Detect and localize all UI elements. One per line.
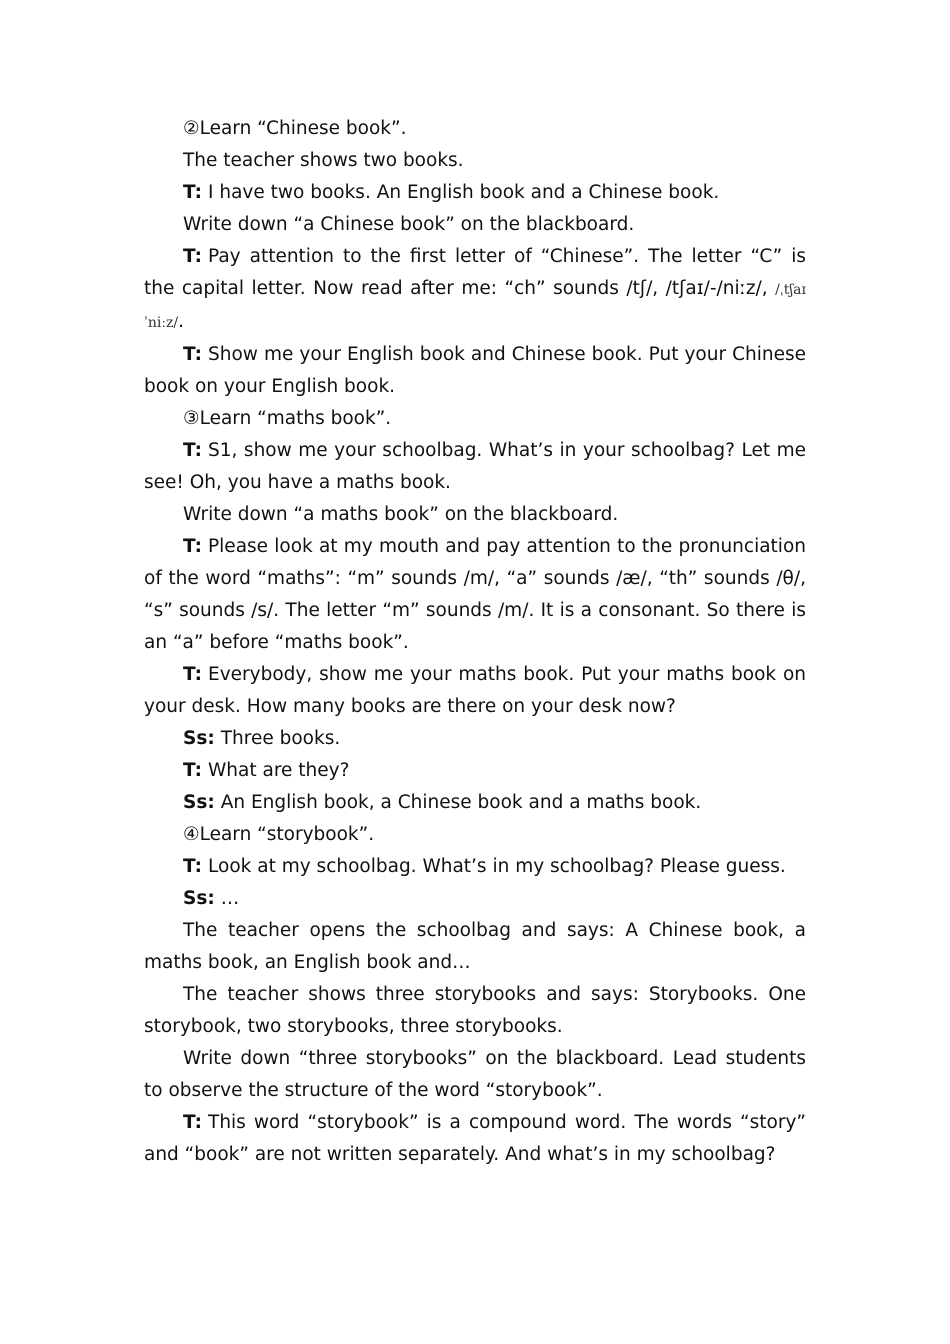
paragraph: The teacher shows three storybooks and says: Storybooks. One storybook, two storybooks, three storybooks. <box>144 984 806 1037</box>
paragraph: T: Please look at my mouth and pay attention to the pronunciation of the word “maths”: “m” sounds /m/, “a” sounds /æ/, “th” sounds /θ/, “s” sounds /s/. The letter “m” sounds /m/. It is a consonant. So there is an “a” before “maths book”. <box>144 536 806 653</box>
paragraph: ③Learn “maths book”. <box>183 408 392 429</box>
speaker-label: T: <box>183 536 203 557</box>
paragraph: Write down “a Chinese book” on the blackboard. <box>183 214 635 235</box>
speaker-label: Ss: <box>183 792 215 813</box>
paragraph: T: Look at my schoolbag. What’s in my schoolbag? Please guess. <box>183 856 786 877</box>
paragraph: T: Pay attention to the first letter of “Chinese”. The letter “C” is the capital letter. Now read after me: “ch” sounds /tʃ/, /tʃaɪ/-/niːz/, /ˌtʃaɪˈniːz/. <box>144 246 806 332</box>
speaker-label: T: <box>183 664 203 685</box>
speaker-label: T: <box>183 760 203 781</box>
paragraph: T: I have two books. An English book and a Chinese book. <box>183 182 720 203</box>
speaker-label: Ss: <box>183 888 215 909</box>
speaker-label: T: <box>183 1112 203 1133</box>
speaker-label: T: <box>183 246 203 267</box>
paragraph: ②Learn “Chinese book”. <box>183 118 407 139</box>
speaker-label: T: <box>183 182 203 203</box>
speaker-label: Ss: <box>183 728 215 749</box>
paragraph: T: Everybody, show me your maths book. Put your maths book on your desk. How many books are there on your desk now? <box>144 664 806 717</box>
paragraph: Ss: … <box>183 888 240 909</box>
speaker-label: T: <box>183 344 203 365</box>
paragraph: T: This word “storybook” is a compound word. The words “story” and “book” are not written separately. And what’s in my schoolbag? <box>144 1112 806 1165</box>
paragraph: The teacher shows two books. <box>183 150 464 171</box>
paragraph: Write down “a maths book” on the blackboard. <box>183 504 619 525</box>
paragraph: T: Show me your English book and Chinese book. Put your Chinese book on your English book. <box>144 344 806 397</box>
speaker-label: T: <box>183 856 203 877</box>
phonetic-transcription: /ˌtʃaɪˈniːz/ <box>144 282 806 331</box>
paragraph: The teacher opens the schoolbag and says: A Chinese book, a maths book, an English book and… <box>144 920 806 973</box>
paragraph: T: S1, show me your schoolbag. What’s in your schoolbag? Let me see! Oh, you have a maths book. <box>144 440 806 493</box>
paragraph: Ss: Three books. <box>183 728 341 749</box>
paragraph: Write down “three storybooks” on the blackboard. Lead students to observe the structure of the word “storybook”. <box>144 1048 806 1101</box>
document-body <box>144 113 806 1171</box>
paragraph: T: What are they? <box>183 760 350 781</box>
paragraph: ④Learn “storybook”. <box>183 824 375 845</box>
speaker-label: T: <box>183 440 203 461</box>
paragraph: Ss: An English book, a Chinese book and a maths book. <box>183 792 702 813</box>
